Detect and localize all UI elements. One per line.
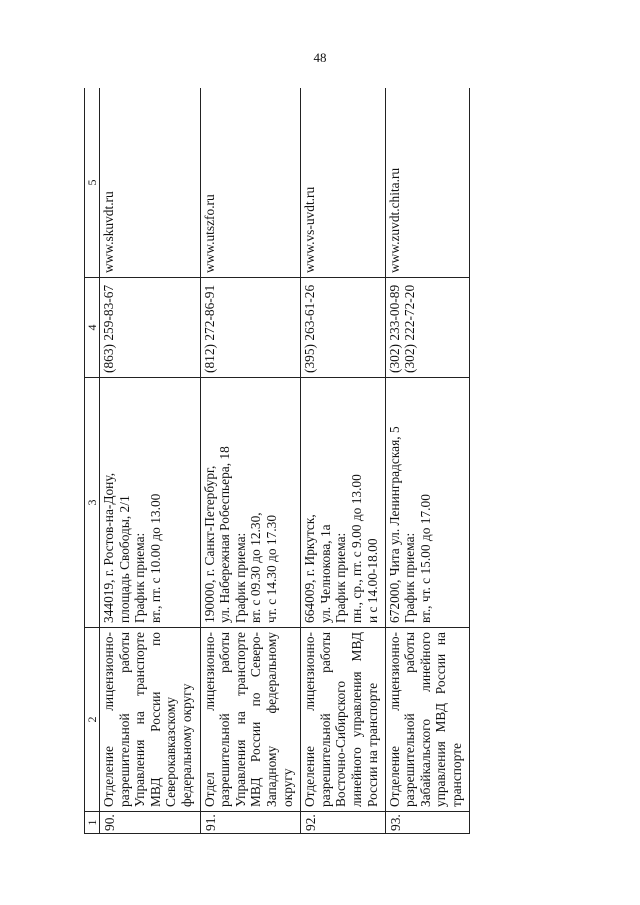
column-number-5: 5 [85,88,100,278]
department-text: Отделение лицензионно-разрешительной работы Забайкальского линейного управления МВД России на транспорте [386,632,464,807]
phone-number: (302) 233-00-89 [386,284,402,373]
address-line: 344019, г. Ростов-на-Дону, [101,472,116,623]
department-text: Отделение лицензионно-разрешительной работы Восточно-Сибирского линейного управления МВД России на транспорте [302,632,380,807]
address-line: 190000, г. Санкт-Петербург, [201,465,217,623]
licensing-offices-table [84,88,470,834]
phone-number: (812) 272-86-91 [201,284,217,373]
schedule-line: пн., ср., пт. с 9.00 до 13.00 [349,474,364,623]
schedule-line: вт., чт. с 15.00 до 17.00 [417,494,433,623]
row-number: 90. [100,812,201,834]
address-and-schedule [200,378,301,628]
phone-cell [385,278,469,378]
address-and-schedule [385,378,469,628]
column-number-4: 4 [85,278,100,378]
row-number: 92. [301,812,385,834]
row-number: 91. [200,812,301,834]
website-link[interactable]: www.zuvdt.chita.ru [385,88,469,278]
table-row [200,88,301,834]
department-name [301,628,385,812]
department-name [100,628,201,812]
column-number-3: 3 [85,378,100,628]
column-number-1: 1 [85,812,100,834]
address-and-schedule [100,378,201,628]
department-text: Отделение лицензионно-разрешительной работы Управления на транспорте МВД России по Северокавказскому федеральному округу [101,632,194,807]
table-row [301,88,385,834]
phone-cell [100,278,201,378]
address-line: ул. Набережная Робеспьера, 18 [217,446,233,623]
schedule-label: График приема: [402,532,418,623]
phone-number: (863) 259-83-67 [101,284,116,373]
website-link[interactable]: www.vs-uvdt.ru [301,88,385,278]
phone-number: (302) 222-72-20 [402,284,418,373]
page-number: 48 [313,50,327,65]
schedule-label: График приема: [132,532,148,623]
department-name [385,628,469,812]
department-name [200,628,301,812]
column-number-2: 2 [85,628,100,812]
column-number-header-row [85,88,100,834]
address-line: площадь Свободы, 2/1 [116,495,132,623]
schedule-line: вт., пт. с 10.00 до 13.00 [147,493,163,623]
schedule-label: График приема: [232,532,248,623]
address-line: 672000, Чита ул. Ленинградская, 5 [386,426,402,623]
website-link[interactable]: www.utszfo.ru [200,88,301,278]
phone-cell [301,278,385,378]
phone-number: (395) 263-61-26 [302,284,318,373]
rotated-table-container [84,88,470,834]
address-and-schedule [301,378,385,628]
rotated-table-viewport [84,88,470,834]
row-number: 93. [385,812,469,834]
table-row [385,88,469,834]
phone-cell [200,278,301,378]
department-text: Отдел лицензионно-разрешительной работы Управления на транспорте МВД России по Северо-Западному федеральному округу [201,632,295,807]
schedule-line: и с 14.00-18.00 [364,538,380,623]
website-link[interactable]: www.skuvdt.ru [100,88,201,278]
schedule-line: чт. с 14.30 до 17.30 [263,514,279,623]
table-row [100,88,201,834]
schedule-label: График приема: [333,532,349,623]
schedule-line: вт. с 09.30 до 12.30, [248,512,264,623]
address-line: ул. Челнокова, 1а [317,524,333,623]
address-line: 664009, г. Иркутск, [302,514,318,623]
